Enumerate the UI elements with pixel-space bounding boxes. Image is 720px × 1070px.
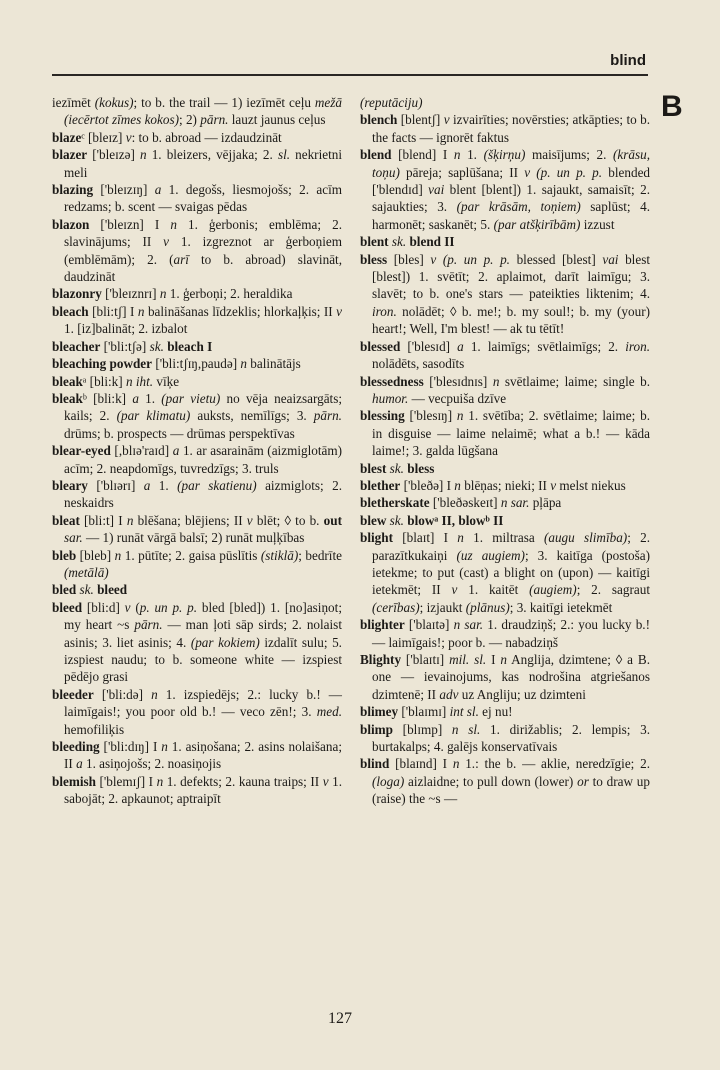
entry-text: 1. — [460, 147, 484, 163]
entry-text: nolādēt; ◊ b. me!; b. my soul!; b. my (your) heart!; Well, I'm blest! — ak tu tētīt! — [372, 303, 650, 337]
headword: blench — [360, 112, 398, 128]
italic-label: mil. sl. — [449, 652, 487, 667]
dictionary-entry — [52, 285, 342, 302]
headword: bleacher — [52, 338, 101, 354]
entry-text: ['bleɪzn] I — [89, 216, 171, 232]
entry-text: blēšana; blējiens; II — [133, 512, 247, 528]
dictionary-entry — [52, 738, 342, 773]
italic-label: v — [163, 234, 170, 250]
dictionary-entry — [360, 616, 650, 651]
italic-label: n — [454, 477, 461, 493]
italic-label: a — [172, 443, 180, 459]
italic-label: (par klimatu) — [116, 408, 191, 424]
headword: blowᵃ II, blowᵇ II — [407, 512, 504, 528]
headword: blight — [360, 530, 393, 546]
italic-label: (par krāsām, toņiem) — [456, 199, 581, 215]
italic-label: n sl. — [451, 721, 481, 737]
entry-text: ᵃ [bli:k] — [82, 373, 126, 389]
entry-text: ['blesɪd] — [400, 338, 458, 354]
headword: blazer — [52, 147, 88, 163]
headword: blazon — [52, 216, 90, 232]
italic-label: a — [143, 477, 151, 493]
entry-text: ['bleɪzɪŋ] — [93, 182, 155, 198]
headword: bleach I — [167, 338, 213, 354]
entry-text: blent [blent]) 1. sajaukt, samaisīt; 2. sajaukties; 3. — [372, 182, 650, 215]
italic-label: sk. — [149, 338, 164, 354]
italic-label: n — [114, 547, 122, 563]
headword: blessedness — [360, 373, 424, 389]
italic-label: (augu slimība) — [543, 530, 628, 546]
entry-text: I — [486, 652, 501, 667]
entry-text: ['blaɪtɪ] — [401, 652, 450, 667]
headword: Blighty — [360, 652, 402, 667]
italic-label: v — [451, 582, 458, 598]
entry-text: [bli:tʃ] I — [88, 303, 138, 319]
italic-label: v — [322, 773, 329, 789]
entry-text: 1. ar asarainām (aizmiglotām) acīm; 2. neapdomīgs, tuvredzīgs; 3. truls — [64, 443, 343, 476]
italic-label: v (p. un p. p. — [430, 251, 510, 267]
dictionary-entry — [360, 477, 650, 494]
headword: blend II — [409, 234, 455, 250]
entry-text: — vecpuiša dzīve — [408, 390, 507, 406]
headword: bleed — [52, 599, 83, 615]
dictionary-entry — [52, 512, 342, 547]
italic-label: n — [170, 216, 177, 232]
entry-text: blessed [blest] — [509, 251, 603, 267]
entry-text: ['bleðəskeɪt] — [429, 495, 501, 511]
headword: blether — [360, 477, 401, 493]
entry-text: 1. defekts; 2. kauna traips; II — [163, 773, 323, 789]
entry-text: Anglija, dzimtene; ◊ a B. one — ievainojums, kas nodrošina atgriešanos dzimtenē; II — [372, 652, 650, 702]
italic-label: n — [126, 512, 134, 528]
entry-text: 1. asiņojošs; 2. noasiņojis — [82, 756, 222, 772]
entry-text: ['bli:tʃɪŋ,paudə] — [152, 356, 241, 372]
entry-text: lauzt jaunus ceļus — [228, 112, 326, 128]
dictionary-entry — [360, 721, 650, 756]
entry-text: nekrietni meli — [64, 147, 343, 180]
italic-label: (stiklā) — [260, 547, 299, 563]
italic-label: n — [500, 652, 507, 667]
italic-label: n — [456, 408, 464, 424]
entry-text: ( — [130, 599, 140, 615]
dictionary-entry — [360, 373, 650, 408]
entry-text: no vēja neaizsargāts; kails; 2. — [64, 390, 343, 424]
headword: blessed — [360, 338, 401, 354]
entry-text: ['blesɪŋ] — [404, 408, 457, 424]
dictionary-entry — [360, 703, 650, 720]
italic-label: n — [453, 147, 461, 163]
headword: bled — [52, 582, 77, 598]
dictionary-entry — [52, 94, 342, 129]
headword: blind — [360, 756, 390, 772]
headword: blend — [360, 147, 392, 163]
italic-label: v — [550, 477, 557, 493]
italic-label: n — [151, 686, 158, 702]
entry-text: 1.: the b. — aklie, neredzīgie; 2. — [459, 756, 651, 772]
entry-text: [blɪmp] — [392, 721, 452, 737]
italic-label: a — [132, 390, 139, 406]
italic-label: vai — [428, 182, 445, 198]
dictionary-entry — [360, 111, 650, 146]
entry-text: drūms; b. prospects — drūmas perspektīvas — [64, 425, 295, 441]
entry-text: 1. laimīgs; svētlaimīgs; 2. — [463, 338, 626, 354]
entry-text: to draw up (raise) the ~s — — [372, 773, 650, 807]
dictionary-entry — [360, 338, 650, 373]
italic-label: (metālā) — [64, 564, 109, 580]
italic-label: (uz augiem) — [456, 547, 525, 563]
italic-label: a — [457, 338, 464, 354]
entry-text: ['bli:tʃə] — [100, 338, 150, 354]
italic-label: n — [457, 530, 464, 546]
entry-text: ᶜ [bleɪz] — [81, 129, 126, 145]
entry-text: auksts, nemīlīgs; 3. — [190, 408, 314, 424]
entry-text: melst niekus — [556, 477, 626, 493]
entry-text: ; 2) — [179, 112, 201, 128]
dictionary-entry — [52, 390, 342, 442]
entry-text: bled [bled]) 1. [no]asiņot; my heart ~s — [64, 599, 342, 633]
italic-label: med. — [316, 704, 342, 720]
entry-text: ['bleɪzə] — [87, 147, 140, 163]
italic-label: sar. — [64, 530, 83, 546]
entry-text: ᵇ [bli:k] — [82, 390, 133, 406]
italic-label: (par kokiem) — [190, 634, 260, 650]
italic-label: a — [76, 756, 83, 772]
italic-label: (augiem) — [529, 582, 577, 598]
entry-text: hemofiliķis — [64, 721, 125, 737]
headword: bleach — [52, 303, 89, 319]
entry-text: 1. bleizers, vējjaka; 2. — [146, 147, 278, 163]
italic-label: pārn. — [200, 112, 229, 128]
entry-text: balināšanas līdzeklis; hlorkaļķis; II — [144, 303, 337, 319]
entry-text: blest [blest]) 1. svētīt; 2. aplaimot, darīt laimīgu; 3. slavēt; to b. one's stars — pateikties liktenim; 4. — [372, 251, 650, 302]
italic-label: (par vietu) — [161, 390, 221, 406]
dictionary-entry — [52, 181, 342, 216]
italic-label: p. un p. p. — [139, 599, 198, 615]
dictionary-entry — [52, 686, 342, 738]
dictionary-entry — [360, 460, 650, 477]
italic-label: v — [246, 512, 253, 528]
dictionary-entry — [360, 233, 650, 250]
italic-label: a — [154, 182, 162, 198]
entry-text: [,blɪə'raɪd] — [110, 443, 173, 459]
entry-text: 1. sabojāt; 2. apkaunot; aptraipīt — [64, 773, 343, 807]
headword: blew — [360, 512, 387, 528]
headword: bleary — [52, 477, 88, 493]
entry-text: 1. izspiedējs; 2.: lucky b.! — laimīgais!; you poor old b.! — veco zēn!; 3. — [64, 686, 342, 720]
dictionary-entry — [360, 146, 650, 233]
entry-text: ; bedrīte — [298, 547, 342, 563]
entry-text: ; 2. parazītkukaiņi — [372, 530, 650, 563]
entry-text: ['blaɪtə] — [404, 617, 454, 633]
italic-label: v — [124, 599, 131, 615]
entry-text: ['bleðə] I — [400, 477, 455, 493]
italic-label: sk. — [389, 512, 404, 528]
italic-label: v (p. un p. p. — [524, 164, 603, 180]
right-column — [360, 94, 650, 808]
italic-label: (cerības) — [372, 599, 420, 615]
headword: blimp — [360, 721, 393, 737]
entry-text: 1. pūtīte; 2. gaisa pūslītis — [121, 547, 261, 563]
italic-label: mežā (iecērtot zīmes kokos) — [64, 95, 343, 128]
dictionary-entry — [360, 251, 650, 338]
italic-label: v — [443, 112, 450, 128]
italic-label: iron. — [625, 338, 650, 354]
entry-text: 1. ģerboņi; 2. heraldika — [166, 286, 293, 302]
italic-label: arī — [173, 251, 189, 267]
dictionary-entry — [52, 373, 342, 390]
italic-label: sl. — [277, 147, 291, 163]
entry-text: aizmiglots; 2. neskaidrs — [64, 477, 343, 511]
entry-text: ['bleɪznrɪ] — [101, 286, 160, 302]
headword: blazing — [52, 182, 94, 198]
entry-text: blēņas; nieki; II — [460, 477, 551, 493]
entry-text: 1. svētība; 2. svētlaime; laime; b. in disguise — laime nelaimē; what a b.! — kāda laime!; 3. galda lūgšana — [372, 408, 650, 459]
dictionary-entry — [52, 773, 342, 808]
entry-text: ['bli:dɪŋ] I — [99, 739, 162, 755]
headword: bleat — [52, 512, 80, 528]
entry-text: ['blɪərɪ] — [87, 477, 144, 493]
italic-label: n sar. — [453, 617, 484, 633]
italic-label: (par skatienu) — [177, 477, 257, 493]
entry-text: 1. draudziņš; 2.: you lucky b.! — laimīgais!; poor b. — nabadziņš — [372, 617, 651, 650]
entry-text: [blend] I — [391, 147, 454, 163]
entry-text: ['blemɪʃ] I — [95, 773, 157, 789]
page-number: 127 — [328, 1010, 352, 1027]
italic-label: (reputāciju) — [360, 95, 423, 110]
dictionary-entry — [360, 407, 650, 459]
italic-label: v — [125, 129, 132, 145]
italic-label: int sl. — [449, 704, 479, 720]
entry-text: 1. degošs, liesmojošs; 2. acīm redzams; b. scent — svaigas pēdas — [64, 182, 342, 215]
entry-text: [blentʃ] — [397, 112, 444, 128]
dictionary-entry — [360, 755, 650, 807]
italic-label: n — [159, 286, 167, 302]
entry-text: 1. izgreznot ar ģerboņiem (emblēmām); 2. ( — [64, 234, 343, 267]
headword: bless — [360, 251, 388, 267]
entry-text: 1. dirižablis; 2. lempis; 3. burtakalps; 4. galējs konservatīvais — [372, 721, 650, 755]
headword: blighter — [360, 617, 405, 633]
entry-text: pāreja; saplūšana; II — [399, 164, 525, 180]
headword: bleeding — [52, 739, 100, 755]
entry-text: ; izjaukt — [419, 599, 466, 615]
italic-label: pārn. — [134, 617, 163, 633]
entry-text: to b. abroad) slavināt, daudzināt — [64, 251, 343, 285]
italic-label: n — [140, 147, 147, 163]
entry-text: [bles] — [387, 251, 431, 267]
guide-word: blind — [610, 52, 646, 69]
entry-text: aizlaidne; to pull down (lower) — [404, 773, 578, 789]
header-rule — [52, 74, 648, 76]
entry-text: : to b. abroad — izdaudzināt — [131, 129, 282, 145]
dictionary-entry — [52, 547, 342, 582]
italic-label: n — [240, 356, 247, 372]
entry-text: blēt; ◊ to b. — [252, 512, 324, 528]
italic-label: vai — [602, 251, 619, 267]
entry-text: balinātājs — [246, 356, 301, 372]
dictionary-entry — [52, 303, 342, 338]
headword: bless — [407, 460, 435, 476]
dictionary-entry — [360, 651, 650, 703]
italic-label: n — [452, 756, 460, 772]
entry-text: [blaɪnd] I — [389, 756, 453, 772]
headword: blaze — [52, 129, 82, 145]
entry-text: ['bli:də] — [93, 686, 152, 702]
entry-text: 1. — [150, 477, 178, 493]
italic-label: n — [492, 373, 500, 389]
left-column — [52, 94, 342, 808]
headword: out — [323, 512, 342, 528]
italic-label: (loga) — [372, 773, 405, 789]
italic-label: sk. — [79, 582, 94, 598]
italic-label: pārn. — [313, 408, 342, 424]
entry-text: [bli:t] I — [79, 512, 127, 528]
headword: blimey — [360, 704, 399, 720]
headword: blazonry — [52, 286, 102, 302]
entry-text: 1. asiņošana; 2. asins nolaišana; II — [64, 739, 342, 772]
dictionary-entry — [52, 442, 342, 477]
italic-label: sk. — [391, 234, 407, 250]
entry-text: 1. [iz]balināt; 2. izbalot — [64, 321, 188, 337]
headword: blemish — [52, 773, 96, 789]
entry-text: pļāpa — [529, 495, 562, 511]
entry-text: 1. miltrasa — [463, 530, 544, 546]
dictionary-entry — [52, 355, 342, 372]
entry-text: ['blesɪdnɪs] — [423, 373, 493, 389]
entry-text: izvairīties; novērsties; atkāpties; to b. the facts — ignorēt faktus — [372, 112, 650, 145]
entry-text: nolādēts, sasodīts — [372, 356, 465, 372]
headword: bleaching powder — [52, 356, 153, 372]
entry-text: 1. ģerbonis; emblēma; 2. slavinājums; II — [64, 216, 343, 250]
italic-label: n — [156, 773, 164, 789]
dictionary-entry — [52, 599, 342, 686]
dictionary-entry — [360, 529, 650, 616]
entry-text: maisījums; 2. — [525, 147, 614, 163]
entry-text: ; 2. sagraut — [576, 582, 650, 598]
entry-text: ; 3. kaitīga (postoša) ietekme; to put (cast) a blight on (upon) — kaitīgi ietekmēt; II — [372, 547, 650, 598]
entry-text: [bleb] — [76, 547, 115, 563]
entry-text: saplūst; 4. harmonēt; saskanēt; 5. — [372, 199, 651, 232]
entry-text: izdalīt sulu; 5. izspiest naudu; to b. someone white — izspiest pēdējo grasi — [64, 634, 342, 685]
entry-text: [bli:d] — [82, 599, 125, 615]
letter-tab: B — [661, 90, 683, 123]
italic-label: n — [137, 303, 145, 319]
headword: bleak — [52, 390, 83, 406]
headword: bleeder — [52, 686, 94, 702]
headword: bletherskate — [360, 495, 430, 511]
italic-label: n — [161, 739, 168, 755]
headword: bleak — [52, 373, 83, 389]
entry-text: vīķe — [153, 373, 180, 389]
headword: blest — [360, 460, 387, 476]
headword: blear-eyed — [52, 443, 111, 459]
dictionary-entry — [52, 581, 342, 598]
italic-label: adv — [439, 686, 459, 702]
entry-text: blended ['blendɪd] — [372, 164, 651, 198]
entry-text: svētlaime; laime; single b. — [499, 373, 650, 389]
headword: blent — [360, 234, 389, 250]
dictionary-entry — [52, 477, 342, 512]
entry-text: izzust — [580, 216, 615, 232]
italic-label: v — [336, 303, 342, 319]
dictionary-entry — [52, 338, 342, 355]
entry-text: 1. kaitēt — [457, 582, 530, 598]
entry-text: ['blaɪmɪ] — [398, 704, 450, 720]
italic-label: or — [577, 773, 589, 789]
italic-label: sk. — [389, 460, 404, 476]
dictionary-entry — [52, 216, 342, 286]
entry-text: — 1) runāt vārgā balsī; 2) runāt muļķības — [82, 530, 305, 546]
italic-label: n iht. — [125, 373, 154, 389]
entry-text: 1. — [138, 390, 162, 406]
entry-text: uz Angliju; uz dzimteni — [458, 686, 586, 702]
italic-label: iron. — [372, 303, 397, 319]
dictionary-entry — [360, 94, 650, 111]
italic-label: (krāsu, toņu) — [372, 147, 651, 180]
headword: bleed — [97, 582, 128, 598]
italic-label: (par atšķirībām) — [493, 216, 581, 232]
dictionary-entry — [360, 494, 650, 511]
dictionary-entry — [52, 146, 342, 181]
dictionary-entry — [52, 129, 342, 146]
entry-text: ej nu! — [478, 704, 513, 720]
entry-text: ; 3. kaitīgi ietekmēt — [509, 599, 613, 615]
italic-label: humor. — [372, 390, 409, 406]
italic-label: (plānus) — [465, 599, 510, 615]
entry-text: ; to b. the trail — 1) iezīmēt ceļu — [133, 95, 315, 110]
entry-text: — man ļoti sāp sirds; 2. nolaist asinis; 3. liet asinis; 4. — [64, 617, 342, 650]
dictionary-entry — [360, 512, 650, 529]
entry-text: [blaɪt] I — [392, 530, 458, 546]
headword: blessing — [360, 408, 405, 424]
italic-label: (kokus) — [94, 95, 134, 110]
italic-label: (šķirņu) — [483, 147, 526, 163]
entry-text: iezīmēt — [52, 95, 95, 110]
headword: bleb — [52, 547, 77, 563]
italic-label: n sar. — [500, 495, 530, 511]
